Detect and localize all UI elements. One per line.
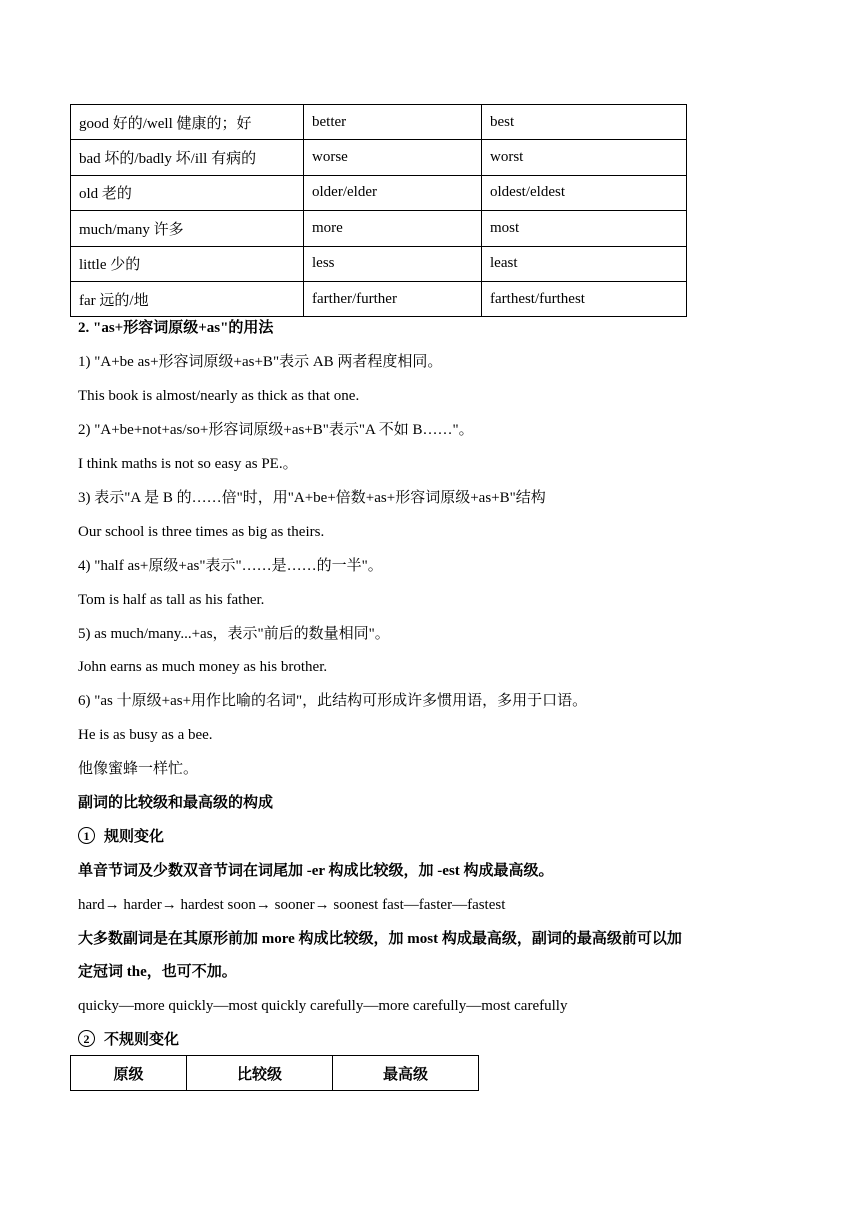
table-row	[71, 211, 687, 246]
table-cell: bad 坏的/badly 坏/ill 有病的	[71, 140, 304, 175]
table-cell: oldest/eldest	[482, 175, 687, 210]
column-header: 最高级	[333, 1056, 479, 1091]
table-header-row	[71, 1056, 479, 1091]
rule-line: 1) "A+be as+形容词原级+as+B"表示 AB 两者程度相同。	[78, 354, 443, 370]
subheading-regular	[78, 827, 164, 847]
table-cell: little 少的	[71, 246, 304, 281]
table-cell: much/many 许多	[71, 211, 304, 246]
table-row	[71, 140, 687, 175]
rule-line: 单音节词及少数双音节词在词尾加 -er 构成比较级，加 -est 构成最高级。	[78, 863, 554, 879]
rule-line: 3) 表示"A 是 B 的……倍"时，用"A+be+倍数+as+形容词原级+as+B"结构	[78, 490, 546, 506]
example-translation: 他像蜜蜂一样忙。	[78, 761, 199, 777]
table-cell: most	[482, 211, 687, 246]
example-line: He is as busy as a bee.	[78, 727, 213, 743]
example-line: Tom is half as tall as his father.	[78, 592, 265, 608]
rule-line: 2) "A+be+not+as/so+形容词原级+as+B"表示"A 不如 B……"。	[78, 422, 474, 438]
example-line: Our school is three times as big as theirs.	[78, 524, 325, 540]
rule-line: 4) "half as+原级+as"表示"……是……的一半"。	[78, 558, 383, 574]
table-row	[71, 246, 687, 281]
table-row	[71, 175, 687, 210]
column-header: 比较级	[187, 1056, 333, 1091]
table-cell: less	[304, 246, 482, 281]
table-row	[71, 105, 687, 140]
example-line: John earns as much money as his brother.	[78, 659, 328, 675]
table-cell: worse	[304, 140, 482, 175]
example-line: quicky—more quickly—most quickly carefully—more carefully—most carefully	[78, 998, 568, 1014]
table-cell: worst	[482, 140, 687, 175]
example-line: I think maths is not so easy as PE.。	[78, 456, 298, 472]
table-cell: old 老的	[71, 175, 304, 210]
circled-number: 1	[78, 827, 95, 844]
table-row	[71, 281, 687, 316]
irregular-adjective-table	[70, 104, 687, 317]
table-cell: more	[304, 211, 482, 246]
table-cell: farthest/furthest	[482, 281, 687, 316]
subheading-irregular	[78, 1030, 179, 1050]
subheading-label: 规则变化	[104, 829, 165, 845]
table-cell: far 远的/地	[71, 281, 304, 316]
column-header: 原级	[71, 1056, 187, 1091]
rule-line: 6) "as 十原级+as+用作比喻的名词"，此结构可形成许多惯用语，多用于口语。	[78, 693, 588, 709]
rule-line: 大多数副词是在其原形前加 more 构成比较级，加 most 构成最高级，副词的最高级前可以加	[78, 931, 682, 947]
table-cell: farther/further	[304, 281, 482, 316]
section-heading-as-as: 2. "as+形容词原级+as"的用法	[78, 320, 274, 336]
table-cell: good 好的/well 健康的；好	[71, 105, 304, 140]
rule-line: 定冠词 the，也可不加。	[78, 964, 237, 980]
table-cell: best	[482, 105, 687, 140]
example-line: This book is almost/nearly as thick as that one.	[78, 388, 360, 404]
circled-number: 2	[78, 1030, 95, 1047]
section-heading-adverbs: 副词的比较级和最高级的构成	[78, 795, 274, 811]
table-cell: better	[304, 105, 482, 140]
table-cell: older/elder	[304, 175, 482, 210]
irregular-adverb-table	[70, 1055, 479, 1091]
rule-line: 5) as much/many...+as，表示"前后的数量相同"。	[78, 626, 390, 642]
subheading-label: 不规则变化	[104, 1032, 180, 1048]
table-cell: least	[482, 246, 687, 281]
example-line: hard→ harder→ hardest soon→ sooner→ soonest fast—faster—fastest	[78, 897, 506, 913]
